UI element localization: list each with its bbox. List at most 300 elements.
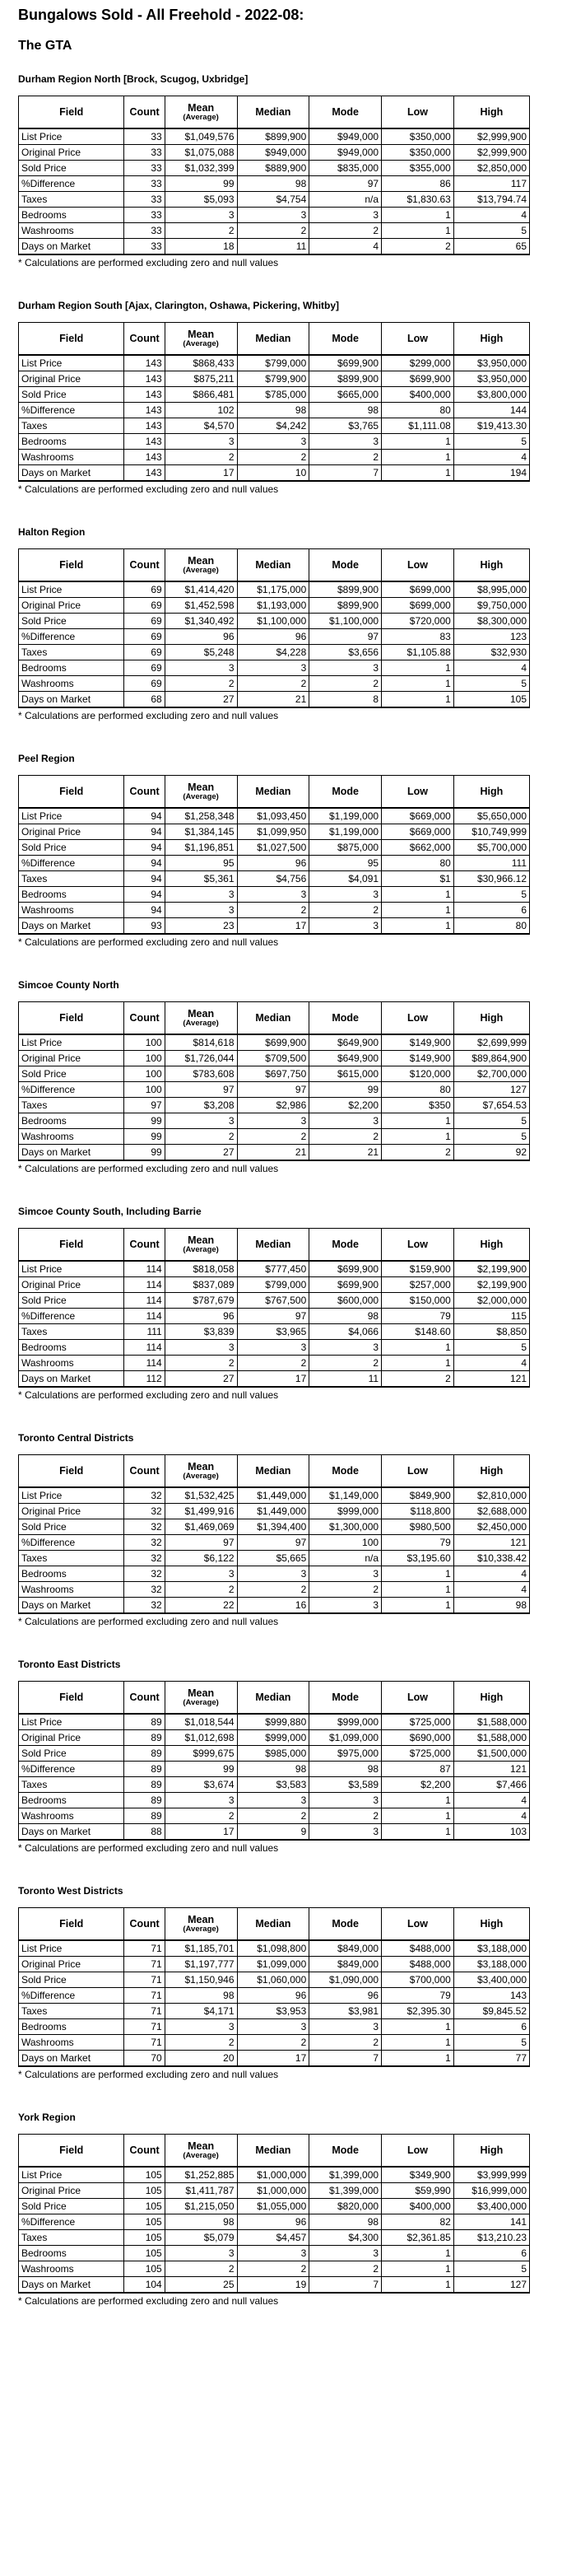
cell-low: 1 xyxy=(382,1793,454,1808)
cell-mean: 97 xyxy=(165,1535,237,1551)
cell-field: Days on Market xyxy=(19,1145,124,1161)
footnote: * Calculations are performed excluding zero and null values xyxy=(18,710,279,721)
cell-mode: 2 xyxy=(309,676,382,692)
cell-count: 69 xyxy=(124,598,165,614)
cell-low: $699,000 xyxy=(382,598,454,614)
cell-high: 4 xyxy=(453,450,529,465)
cell-high: $1,588,000 xyxy=(453,1714,529,1730)
cell-mode: 3 xyxy=(309,434,382,450)
cell-median: $1,193,000 xyxy=(237,598,309,614)
cell-mode: 2 xyxy=(309,2261,382,2277)
cell-mean: $1,340,492 xyxy=(165,614,237,629)
cell-low: 1 xyxy=(382,1340,454,1356)
stats-table xyxy=(18,548,530,708)
cell-count: 71 xyxy=(124,2004,165,2019)
table-header-row xyxy=(19,1002,530,1035)
cell-high: 98 xyxy=(453,1598,529,1614)
cell-mode: 3 xyxy=(309,1824,382,1841)
cell-mean: 27 xyxy=(165,1371,237,1388)
cell-field: Bedrooms xyxy=(19,1340,124,1356)
cell-mean: $999,675 xyxy=(165,1746,237,1762)
cell-field: Taxes xyxy=(19,192,124,208)
cell-mode: $2,200 xyxy=(309,1098,382,1113)
cell-low: $149,900 xyxy=(382,1051,454,1066)
header-median: Median xyxy=(237,1682,309,1715)
cell-mean: 17 xyxy=(165,1824,237,1841)
cell-field: Taxes xyxy=(19,1098,124,1113)
header-mean-sub: (Average) xyxy=(183,113,219,122)
cell-mean: $3,208 xyxy=(165,1098,237,1113)
cell-high: $2,688,000 xyxy=(453,1504,529,1519)
table-row xyxy=(19,660,530,676)
table-row xyxy=(19,2019,530,2035)
cell-low: 1 xyxy=(382,2246,454,2261)
cell-mean: 95 xyxy=(165,856,237,871)
stats-table xyxy=(18,1001,530,1161)
cell-field: Taxes xyxy=(19,1324,124,1340)
table-row xyxy=(19,918,530,935)
header-low: Low xyxy=(382,1908,454,1941)
cell-field: Washrooms xyxy=(19,1808,124,1824)
cell-high: $3,188,000 xyxy=(453,1957,529,1972)
cell-high: $3,950,000 xyxy=(453,371,529,387)
cell-median: $985,000 xyxy=(237,1746,309,1762)
region-section xyxy=(18,1659,563,1854)
cell-mode: $1,399,000 xyxy=(309,2183,382,2199)
cell-low: $257,000 xyxy=(382,1277,454,1293)
cell-mean: 97 xyxy=(165,1082,237,1098)
cell-mode: 3 xyxy=(309,208,382,223)
cell-mean: $875,211 xyxy=(165,371,237,387)
cell-field: Washrooms xyxy=(19,2035,124,2051)
cell-mode: $1,399,000 xyxy=(309,2167,382,2183)
cell-field: Washrooms xyxy=(19,223,124,239)
cell-low: $1,105.88 xyxy=(382,645,454,660)
table-row xyxy=(19,1972,530,1988)
header-field: Field xyxy=(19,1229,124,1262)
table-row xyxy=(19,2167,530,2183)
cell-count: 104 xyxy=(124,2277,165,2294)
region-title: Simcoe County South, Including Barrie xyxy=(18,1206,202,1217)
table-row xyxy=(19,1051,530,1066)
cell-mode: $3,981 xyxy=(309,2004,382,2019)
header-field: Field xyxy=(19,1002,124,1035)
cell-mode: $849,000 xyxy=(309,1957,382,1972)
cell-high: $89,864,900 xyxy=(453,1051,529,1066)
cell-mode: 100 xyxy=(309,1535,382,1551)
table-row xyxy=(19,1145,530,1161)
cell-field: List Price xyxy=(19,808,124,824)
header-mean-sub: (Average) xyxy=(183,792,219,801)
cell-high: 5 xyxy=(453,223,529,239)
cell-high: $2,999,900 xyxy=(453,128,529,145)
cell-low: $1,111.08 xyxy=(382,418,454,434)
cell-mean: 17 xyxy=(165,465,237,482)
cell-high: 4 xyxy=(453,660,529,676)
cell-mean: $837,089 xyxy=(165,1277,237,1293)
cell-mean: $1,012,698 xyxy=(165,1730,237,1746)
cell-mean: $1,414,420 xyxy=(165,581,237,598)
cell-mean: $1,726,044 xyxy=(165,1051,237,1066)
header-median: Median xyxy=(237,776,309,809)
cell-mode: 3 xyxy=(309,887,382,903)
header-mode: Mode xyxy=(309,1229,382,1262)
cell-median: 16 xyxy=(237,1598,309,1614)
cell-mean: $4,171 xyxy=(165,2004,237,2019)
cell-low: $725,000 xyxy=(382,1746,454,1762)
cell-high: $9,750,000 xyxy=(453,598,529,614)
cell-mode: $4,091 xyxy=(309,871,382,887)
cell-field: Bedrooms xyxy=(19,660,124,676)
cell-median: 98 xyxy=(237,1762,309,1777)
cell-mean: 2 xyxy=(165,450,237,465)
cell-low: $159,900 xyxy=(382,1261,454,1277)
header-field: Field xyxy=(19,1908,124,1941)
cell-mean: $3,674 xyxy=(165,1777,237,1793)
header-mean-sub: (Average) xyxy=(183,339,219,348)
table-row xyxy=(19,1714,530,1730)
cell-count: 33 xyxy=(124,223,165,239)
cell-field: Days on Market xyxy=(19,465,124,482)
cell-median: 3 xyxy=(237,208,309,223)
region-section xyxy=(18,753,563,948)
cell-count: 69 xyxy=(124,676,165,692)
cell-high: 194 xyxy=(453,465,529,482)
header-high: High xyxy=(453,1002,529,1035)
header-low: Low xyxy=(382,323,454,356)
table-row xyxy=(19,629,530,645)
header-mode: Mode xyxy=(309,96,382,129)
cell-median: $4,756 xyxy=(237,871,309,887)
cell-median: 3 xyxy=(237,2019,309,2035)
cell-mean: $787,679 xyxy=(165,1293,237,1309)
table-row xyxy=(19,808,530,824)
cell-field: Bedrooms xyxy=(19,887,124,903)
region-title: Simcoe County North xyxy=(18,979,119,991)
region-title: Toronto West Districts xyxy=(18,1885,123,1897)
cell-median: 97 xyxy=(237,1082,309,1098)
cell-field: Washrooms xyxy=(19,676,124,692)
cell-count: 105 xyxy=(124,2183,165,2199)
cell-mode: 98 xyxy=(309,403,382,418)
cell-field: %Difference xyxy=(19,1988,124,2004)
cell-mean: 3 xyxy=(165,903,237,918)
cell-high: 123 xyxy=(453,629,529,645)
cell-field: Sold Price xyxy=(19,614,124,629)
cell-median: 10 xyxy=(237,465,309,482)
header-mean xyxy=(165,96,237,129)
cell-median: 21 xyxy=(237,1145,309,1161)
cell-high: $5,700,000 xyxy=(453,840,529,856)
cell-count: 69 xyxy=(124,645,165,660)
header-field: Field xyxy=(19,1682,124,1715)
cell-low: 1 xyxy=(382,450,454,465)
cell-high: 4 xyxy=(453,1582,529,1598)
stats-table xyxy=(18,2134,530,2294)
cell-low: $1,830.63 xyxy=(382,192,454,208)
table-row xyxy=(19,2261,530,2277)
cell-high: 6 xyxy=(453,903,529,918)
cell-mode: 7 xyxy=(309,465,382,482)
table-header-row xyxy=(19,549,530,582)
cell-field: List Price xyxy=(19,1261,124,1277)
cell-low: $149,900 xyxy=(382,1034,454,1051)
footnote: * Calculations are performed excluding zero and null values xyxy=(18,1389,279,1401)
cell-count: 32 xyxy=(124,1551,165,1566)
table-row xyxy=(19,2183,530,2199)
cell-mode: $4,300 xyxy=(309,2230,382,2246)
table-row xyxy=(19,824,530,840)
cell-low: $699,000 xyxy=(382,581,454,598)
cell-mean: 3 xyxy=(165,1793,237,1808)
header-median: Median xyxy=(237,1908,309,1941)
cell-median: 3 xyxy=(237,660,309,676)
table-row xyxy=(19,418,530,434)
table-row xyxy=(19,2230,530,2246)
cell-mean: 27 xyxy=(165,692,237,708)
cell-median: $799,000 xyxy=(237,355,309,371)
cell-high: 121 xyxy=(453,1371,529,1388)
header-mode: Mode xyxy=(309,1908,382,1941)
cell-median: 3 xyxy=(237,1340,309,1356)
cell-low: 2 xyxy=(382,239,454,255)
cell-median: $785,000 xyxy=(237,387,309,403)
table-row xyxy=(19,1066,530,1082)
cell-high: $3,999,999 xyxy=(453,2167,529,2183)
cell-high: 141 xyxy=(453,2214,529,2230)
cell-mean: 2 xyxy=(165,676,237,692)
cell-high: 5 xyxy=(453,2035,529,2051)
cell-low: $299,000 xyxy=(382,355,454,371)
cell-mode: $899,900 xyxy=(309,598,382,614)
cell-mode: $3,765 xyxy=(309,418,382,434)
cell-low: 1 xyxy=(382,1356,454,1371)
cell-median: $1,449,000 xyxy=(237,1504,309,1519)
cell-low: $690,000 xyxy=(382,1730,454,1746)
cell-high: 6 xyxy=(453,2246,529,2261)
cell-field: Taxes xyxy=(19,2004,124,2019)
header-count: Count xyxy=(124,1908,165,1941)
cell-count: 105 xyxy=(124,2261,165,2277)
cell-mode: $4,066 xyxy=(309,1324,382,1340)
cell-field: Sold Price xyxy=(19,2199,124,2214)
cell-field: Sold Price xyxy=(19,387,124,403)
table-row xyxy=(19,856,530,871)
cell-median: $697,750 xyxy=(237,1066,309,1082)
header-low: Low xyxy=(382,96,454,129)
cell-count: 33 xyxy=(124,161,165,176)
cell-mean: $5,361 xyxy=(165,871,237,887)
region-title: Durham Region South [Ajax, Clarington, Oshawa, Pickering, Whitby] xyxy=(18,300,340,311)
cell-mean: $4,570 xyxy=(165,418,237,434)
cell-low: $120,000 xyxy=(382,1066,454,1082)
cell-median: 17 xyxy=(237,1371,309,1388)
header-mean xyxy=(165,2135,237,2168)
cell-count: 143 xyxy=(124,465,165,482)
cell-field: %Difference xyxy=(19,629,124,645)
cell-count: 89 xyxy=(124,1808,165,1824)
cell-low: 2 xyxy=(382,1145,454,1161)
table-row xyxy=(19,465,530,482)
cell-low: $669,000 xyxy=(382,824,454,840)
cell-field: Taxes xyxy=(19,1551,124,1566)
cell-field: Original Price xyxy=(19,1504,124,1519)
header-mean-sub: (Average) xyxy=(183,1698,219,1707)
cell-field: Days on Market xyxy=(19,1824,124,1841)
cell-count: 33 xyxy=(124,239,165,255)
cell-count: 93 xyxy=(124,918,165,935)
stats-table xyxy=(18,1454,530,1614)
cell-median: 96 xyxy=(237,629,309,645)
cell-mean: $3,839 xyxy=(165,1324,237,1340)
cell-median: 11 xyxy=(237,239,309,255)
cell-count: 94 xyxy=(124,856,165,871)
cell-low: $1 xyxy=(382,871,454,887)
cell-mean: $1,532,425 xyxy=(165,1487,237,1504)
table-row xyxy=(19,840,530,856)
cell-median: 3 xyxy=(237,1113,309,1129)
cell-median: 19 xyxy=(237,2277,309,2294)
cell-count: 33 xyxy=(124,128,165,145)
cell-mode: 3 xyxy=(309,660,382,676)
cell-mode: $3,589 xyxy=(309,1777,382,1793)
cell-mean: 3 xyxy=(165,660,237,676)
cell-count: 105 xyxy=(124,2199,165,2214)
stats-table xyxy=(18,775,530,935)
cell-mean: $814,618 xyxy=(165,1034,237,1051)
header-mean-sub: (Average) xyxy=(183,1925,219,1934)
header-mean-label: Mean xyxy=(188,2140,215,2152)
header-low: Low xyxy=(382,776,454,809)
cell-field: Original Price xyxy=(19,1957,124,1972)
region-section xyxy=(18,300,563,495)
table-header-row xyxy=(19,1455,530,1488)
cell-field: Bedrooms xyxy=(19,1113,124,1129)
header-low: Low xyxy=(382,2135,454,2168)
cell-low: $2,361.85 xyxy=(382,2230,454,2246)
header-count: Count xyxy=(124,1455,165,1488)
cell-low: 1 xyxy=(382,1113,454,1129)
cell-low: $400,000 xyxy=(382,387,454,403)
header-count: Count xyxy=(124,323,165,356)
cell-mode: $820,000 xyxy=(309,2199,382,2214)
cell-mean: 2 xyxy=(165,1129,237,1145)
table-row xyxy=(19,208,530,223)
cell-median: 2 xyxy=(237,1129,309,1145)
header-high: High xyxy=(453,549,529,582)
cell-mode: 2 xyxy=(309,1582,382,1598)
cell-low: 1 xyxy=(382,1598,454,1614)
cell-low: $488,000 xyxy=(382,1957,454,1972)
stats-table xyxy=(18,96,530,255)
cell-field: Taxes xyxy=(19,645,124,660)
cell-median: 2 xyxy=(237,903,309,918)
table-row xyxy=(19,192,530,208)
cell-high: 4 xyxy=(453,1808,529,1824)
cell-low: 1 xyxy=(382,434,454,450)
table-row xyxy=(19,1940,530,1957)
cell-count: 32 xyxy=(124,1598,165,1614)
stats-table xyxy=(18,1681,530,1841)
cell-count: 71 xyxy=(124,2019,165,2035)
cell-field: Bedrooms xyxy=(19,2246,124,2261)
cell-low: 79 xyxy=(382,1309,454,1324)
cell-high: $13,794.74 xyxy=(453,192,529,208)
cell-low: $118,800 xyxy=(382,1504,454,1519)
cell-mean: 98 xyxy=(165,2214,237,2230)
cell-field: Original Price xyxy=(19,371,124,387)
cell-mode: 2 xyxy=(309,903,382,918)
cell-low: 1 xyxy=(382,1129,454,1145)
header-mean-label: Mean xyxy=(188,1687,215,1699)
cell-count: 143 xyxy=(124,387,165,403)
cell-low: 87 xyxy=(382,1762,454,1777)
cell-mode: $849,000 xyxy=(309,1940,382,1957)
cell-field: Washrooms xyxy=(19,1356,124,1371)
cell-high: 115 xyxy=(453,1309,529,1324)
table-header-row xyxy=(19,323,530,356)
cell-mode: 4 xyxy=(309,239,382,255)
cell-count: 32 xyxy=(124,1535,165,1551)
cell-field: Washrooms xyxy=(19,450,124,465)
cell-high: $16,999,000 xyxy=(453,2183,529,2199)
table-row xyxy=(19,1324,530,1340)
cell-low: $849,900 xyxy=(382,1487,454,1504)
cell-median: 2 xyxy=(237,2035,309,2051)
cell-high: $2,199,900 xyxy=(453,1261,529,1277)
table-row xyxy=(19,1113,530,1129)
cell-low: 80 xyxy=(382,403,454,418)
cell-median: $1,055,000 xyxy=(237,2199,309,2214)
cell-median: $3,965 xyxy=(237,1324,309,1340)
cell-mode: $975,000 xyxy=(309,1746,382,1762)
cell-high: 117 xyxy=(453,176,529,192)
footnote: * Calculations are performed excluding zero and null values xyxy=(18,1842,279,1854)
table-row xyxy=(19,1309,530,1324)
table-row xyxy=(19,128,530,145)
cell-low: $669,000 xyxy=(382,808,454,824)
cell-field: Original Price xyxy=(19,824,124,840)
table-header-row xyxy=(19,776,530,809)
header-mean xyxy=(165,549,237,582)
table-header-row xyxy=(19,2135,530,2168)
cell-mode: 3 xyxy=(309,1793,382,1808)
cell-mode: 3 xyxy=(309,1113,382,1129)
cell-mode: 2 xyxy=(309,450,382,465)
header-mean-sub: (Average) xyxy=(183,1019,219,1028)
cell-mean: 2 xyxy=(165,1808,237,1824)
header-mean-sub: (Average) xyxy=(183,1472,219,1481)
cell-mode: 7 xyxy=(309,2051,382,2067)
cell-high: $8,300,000 xyxy=(453,614,529,629)
table-row xyxy=(19,1566,530,1582)
cell-mode: 98 xyxy=(309,1309,382,1324)
table-row xyxy=(19,145,530,161)
cell-field: Bedrooms xyxy=(19,434,124,450)
cell-high: $10,338.42 xyxy=(453,1551,529,1566)
header-mean xyxy=(165,1908,237,1941)
cell-field: List Price xyxy=(19,1714,124,1730)
table-row xyxy=(19,581,530,598)
cell-high: 5 xyxy=(453,1113,529,1129)
cell-median: $1,099,950 xyxy=(237,824,309,840)
cell-mean: 23 xyxy=(165,918,237,935)
table-row xyxy=(19,2214,530,2230)
header-field: Field xyxy=(19,96,124,129)
table-row xyxy=(19,176,530,192)
cell-count: 33 xyxy=(124,176,165,192)
table-row xyxy=(19,1519,530,1535)
